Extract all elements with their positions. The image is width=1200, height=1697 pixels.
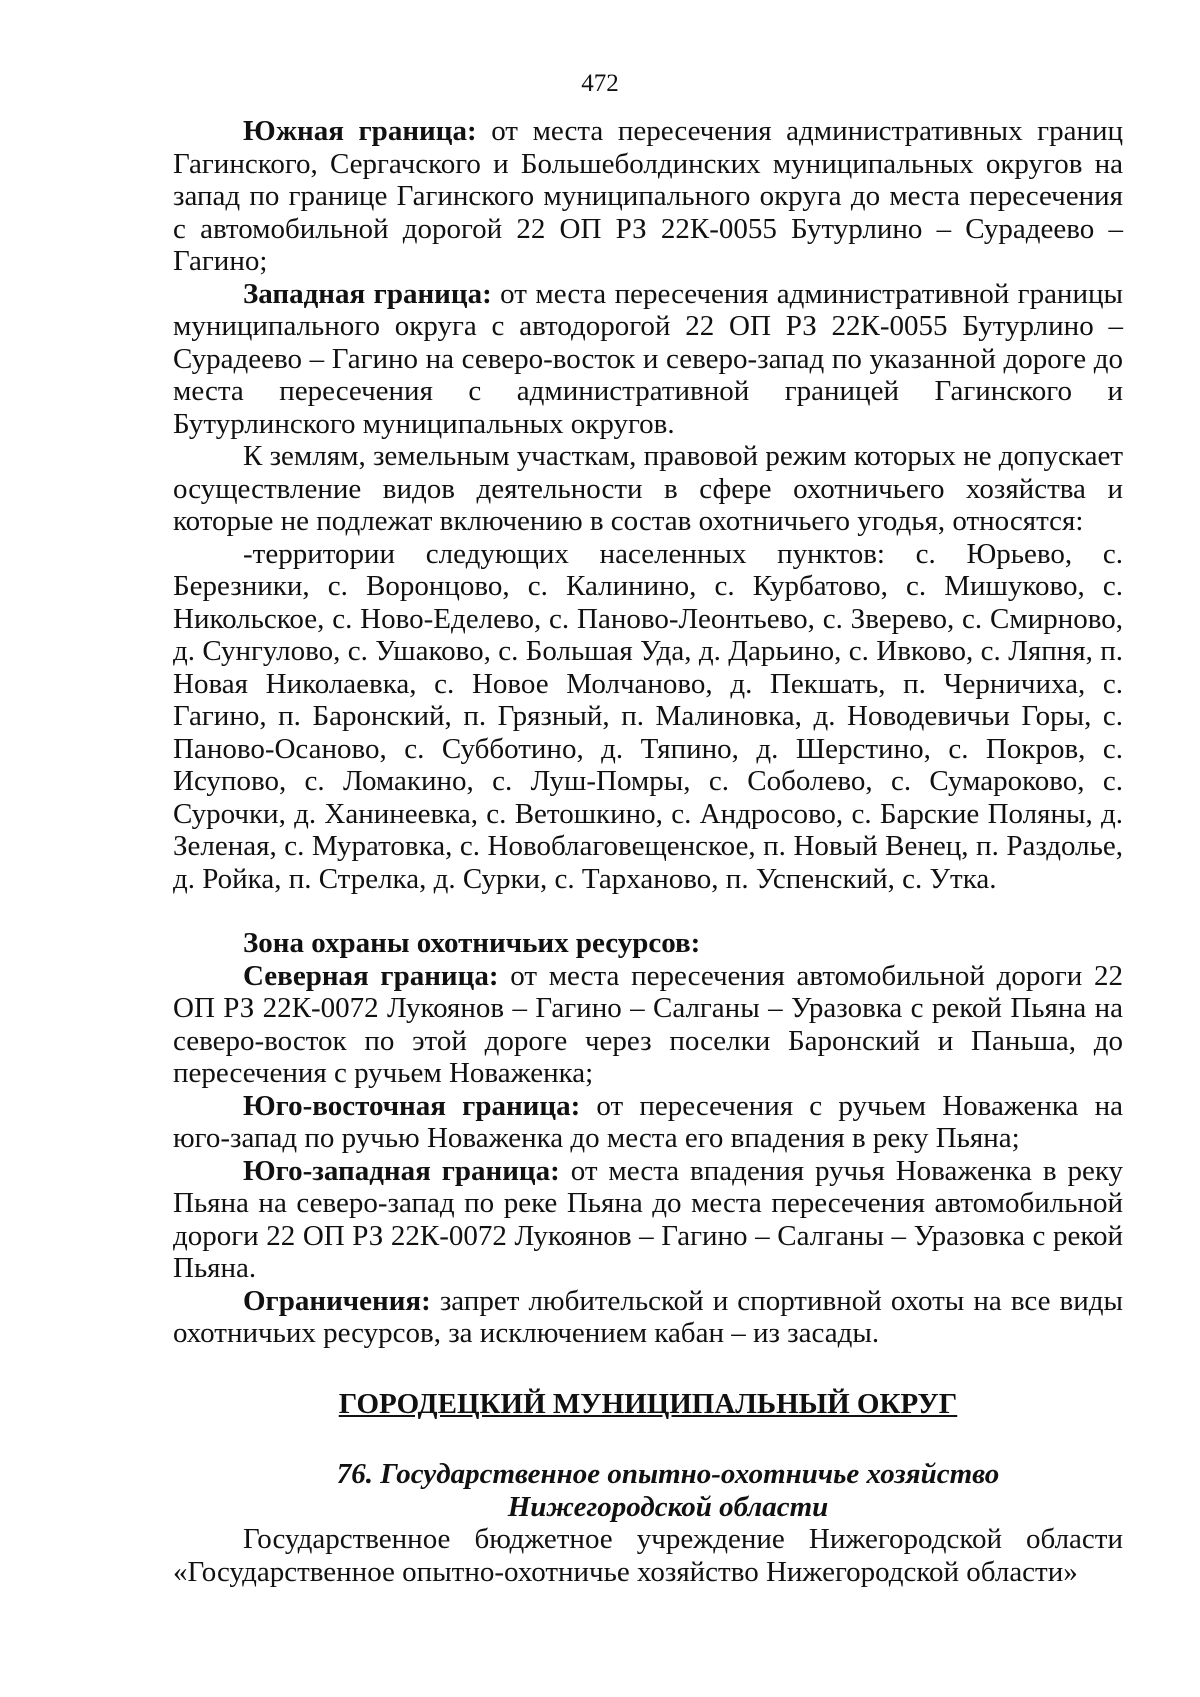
document-body	[173, 115, 1123, 1588]
southwest-border-label: Юго-западная граница:	[243, 1154, 560, 1187]
paragraph-west-border	[173, 278, 1123, 441]
paragraph-north-border	[173, 960, 1123, 1090]
north-border-label: Северная граница:	[243, 959, 499, 992]
section-heading: 76. Государственное опытно-охотничье хозяйство Нижегородской области	[336, 1458, 1000, 1523]
south-border-label: Южная граница:	[243, 115, 477, 147]
north-border-text: от места пересечения автомобильной дороги 22 ОП РЗ 22К-0072 Лукоянов – Гагино – Салганы – Уразовка с рекой Пьяна на северо-восток по этой дороге через поселки Баронский и Паньша, до пересечения с ручьем Новаженка;	[173, 959, 1123, 1089]
paragraph-southeast-border	[173, 1090, 1123, 1155]
west-border-label: Западная граница:	[243, 277, 492, 310]
protection-zone-title: Зона охраны охотничьих ресурсов:	[243, 927, 701, 959]
district-heading: ГОРОДЕЦКИЙ МУНИЦИПАЛЬНЫЙ ОКРУГ	[338, 1387, 958, 1420]
paragraph-southwest-border	[173, 1155, 1123, 1285]
south-border-text: от места пересечения административных границ Гагинского, Сергачского и Большеболдинских муниципальных округов на запад по границе Гагинского муниципального округа до места пересечения с автомобильной дорогой 22 ОП РЗ 22К-0055 Бутурлино – Сурадеево – Гагино;	[173, 115, 1123, 277]
paragraph-south-border	[173, 115, 1123, 278]
paragraph-settlements: -территории следующих населенных пунктов: с. Юрьево, с. Березники, с. Воронцово, с. Калинино, с. Курбатово, с. Мишуково, с. Никольское, с. Ново-Еделево, с. Паново-Леонтьево, с. Зверево, с. Смирново, д. Сунгулово, с. Ушаково, с. Большая Уда, д. Дарьино, с. Ивково, с. Ляпня, п. Новая Николаевка, с. Новое Молчаново, д. Пекшать, п. Черничиха, с. Гагино, п. Баронский, п. Грязный, п. Малиновка, д. Новодевичьи Горы, с. Паново-Осаново, с. Субботино, д. Тяпино, д. Шерстино, с. Покров, с. Исупово, с. Ломакино, с. Луш-Помры, с. Соболево, с. Сумароково, с. Сурочки, д. Ханинеевка, с. Ветошкино, с. Андросово, с. Барские Поляны, д. Зеленая, с. Муратовка, с. Новоблаговещенское, п. Новый Венец, п. Раздолье, д. Ройка, п. Стрелка, д. Сурки, с. Тарханово, п. Успенский, с. Утка.	[173, 537, 1123, 895]
southwest-border-text: от места впадения ручья Новаженка в реку Пьяна на северо-запад по реке Пьяна до места пересечения автомобильной дороги 22 ОП РЗ 22К-0072 Лукоянов – Гагино – Салганы – Уразовка с рекой Пьяна.	[173, 1154, 1123, 1284]
southeast-border-label: Юго-восточная граница:	[243, 1089, 581, 1122]
paragraph-section-text: Государственное бюджетное учреждение Нижегородской области «Государственное опытно-охотничье хозяйство Нижегородской области»	[173, 1523, 1123, 1588]
restrictions-label: Ограничения:	[243, 1284, 431, 1317]
southeast-border-text: от пересечения с ручьем Новаженка на юго-запад по ручью Новаженка до места его впадения в реку Пьяна;	[173, 1089, 1123, 1154]
paragraph-excluded-lands: К землям, земельным участкам, правовой режим которых не допускает осуществление видов деятельности в сфере охотничьего хозяйства и которые не подлежат включению в состав охотничьего угодья, относятся:	[173, 440, 1123, 537]
page-number: 472	[581, 70, 619, 97]
restrictions-text: запрет любительской и спортивной охоты на все виды охотничьих ресурсов, за исключением кабан – из засады.	[173, 1284, 1123, 1349]
paragraph-restrictions	[173, 1285, 1123, 1350]
west-border-text: от места пересечения административной границы муниципального округа с автодорогой 22 ОП РЗ 22К-0055 Бутурлино – Сурадеево – Гагино на северо-восток и северо-запад по указанной дороге до места пересечения с административной границей Гагинского и Бутурлинского муниципальных округов.	[173, 277, 1123, 440]
